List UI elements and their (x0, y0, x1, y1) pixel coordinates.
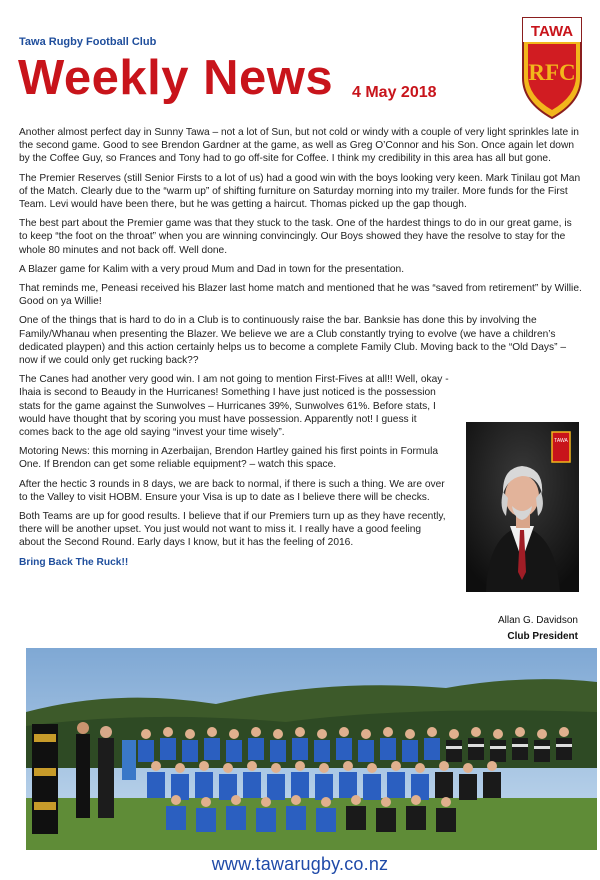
president-role: Club President (507, 631, 578, 642)
paragraph: Both Teams are up for good results. I believe that if our Premiers turn up as they have recently, there will be another upset. You just would not want to miss it. I really have a good feeling about the Second Round. Early days I know, but it has the feeling of 2016. (19, 511, 446, 549)
president-photo (466, 422, 579, 592)
website-link[interactable]: www.tawarugby.co.nz (211, 854, 389, 874)
crest-top-text: TAWA (530, 23, 574, 40)
paragraph: After the hectic 3 rounds in 8 days, we are back to normal, if there is such a thing. We are over to the Valley to visit HOBM. Ensure your Visa is up to date as I believe there will be checks. (19, 478, 445, 503)
paragraph: The Premier Reserves (still Senior Firsts to a lot of us) had a good win with the boys looking very keen. Mark Tinilau got Man of the Match. Clearly due to the “warm up” of shifting furniture on Saturday morning into my trailer. More funds for the First Team. Levi would have been there, but he was getting a haircut. Thomas picked up the gap though. (19, 172, 581, 211)
club-name: Tawa Rugby Football Club (19, 36, 157, 48)
paragraph: That reminds me, Peneasi received his Blazer last home match and mentioned that he was “saved from retirement” by Willie. Good on ya Willie! (19, 283, 582, 308)
paragraph: The Canes had another very good win. I am not going to mention First-Fives at all!! Well, okay - Ihaia is second to Beaudy in the Hurricanes! Something I have just noticed is the possession stats for the game against the Sunwolves – Hurricanes 39%, Sunwolves 61%. Before stats, I would have thought that by scoring you must have possession. Apparently not! I guess it comes back to the age old saying “invest your time wisely”. (19, 374, 449, 439)
team-photo (26, 648, 597, 850)
page-title: Weekly News (18, 51, 334, 105)
paragraph: A Blazer game for Kalim with a very proud Mum and Dad in town for the presentation. (19, 263, 405, 275)
paragraph: The best part about the Premier game was that they stuck to the task. One of the hardest things to do in our great game, is to keep “the foot on the throat” when you are winning convincingly. Our Boys showed they have the resolve to stay for the whole 80 minutes and not back off. Well done. (19, 218, 572, 256)
issue-date: 4 May 2018 (352, 84, 437, 101)
club-crest-logo (521, 16, 583, 120)
svg-text:TAWA: TAWA (554, 438, 568, 444)
crest-main-text: RFC (528, 60, 576, 85)
president-name: Allan G. Davidson (497, 615, 578, 626)
paragraph: One of the things that is hard to do in a Club is to continuously raise the bar. Banksie has done this by involving the Family/Whanau when presenting the Blazer. We believe we are a Club constantly trying to evolve (we have a children’s dedicated playpen) and this action certainly helps us to become a complete Family Club. Moving back to the “Old Days” – now if we could only get rucking back?? (19, 315, 567, 367)
sign-off: Bring Back The Ruck!! (19, 556, 129, 568)
paragraph: Motoring News: this morning in Azerbaijan, Brendon Hartley gained his first points in Formula One. If Brendon can get some reliable equipment? – watch this space. (19, 446, 439, 471)
paragraph: Another almost perfect day in Sunny Tawa – not a lot of Sun, but not cold or windy with a couple of very light sprinkles late in the second game. Good to see Brendon Gardner at the game, as well as Greg O’Connor and his Son. Once again let down by the Coffee Guy, so Frances and Tony had to go off-site for Coffee. I think my credibility in this area has all but gone. (19, 127, 579, 165)
